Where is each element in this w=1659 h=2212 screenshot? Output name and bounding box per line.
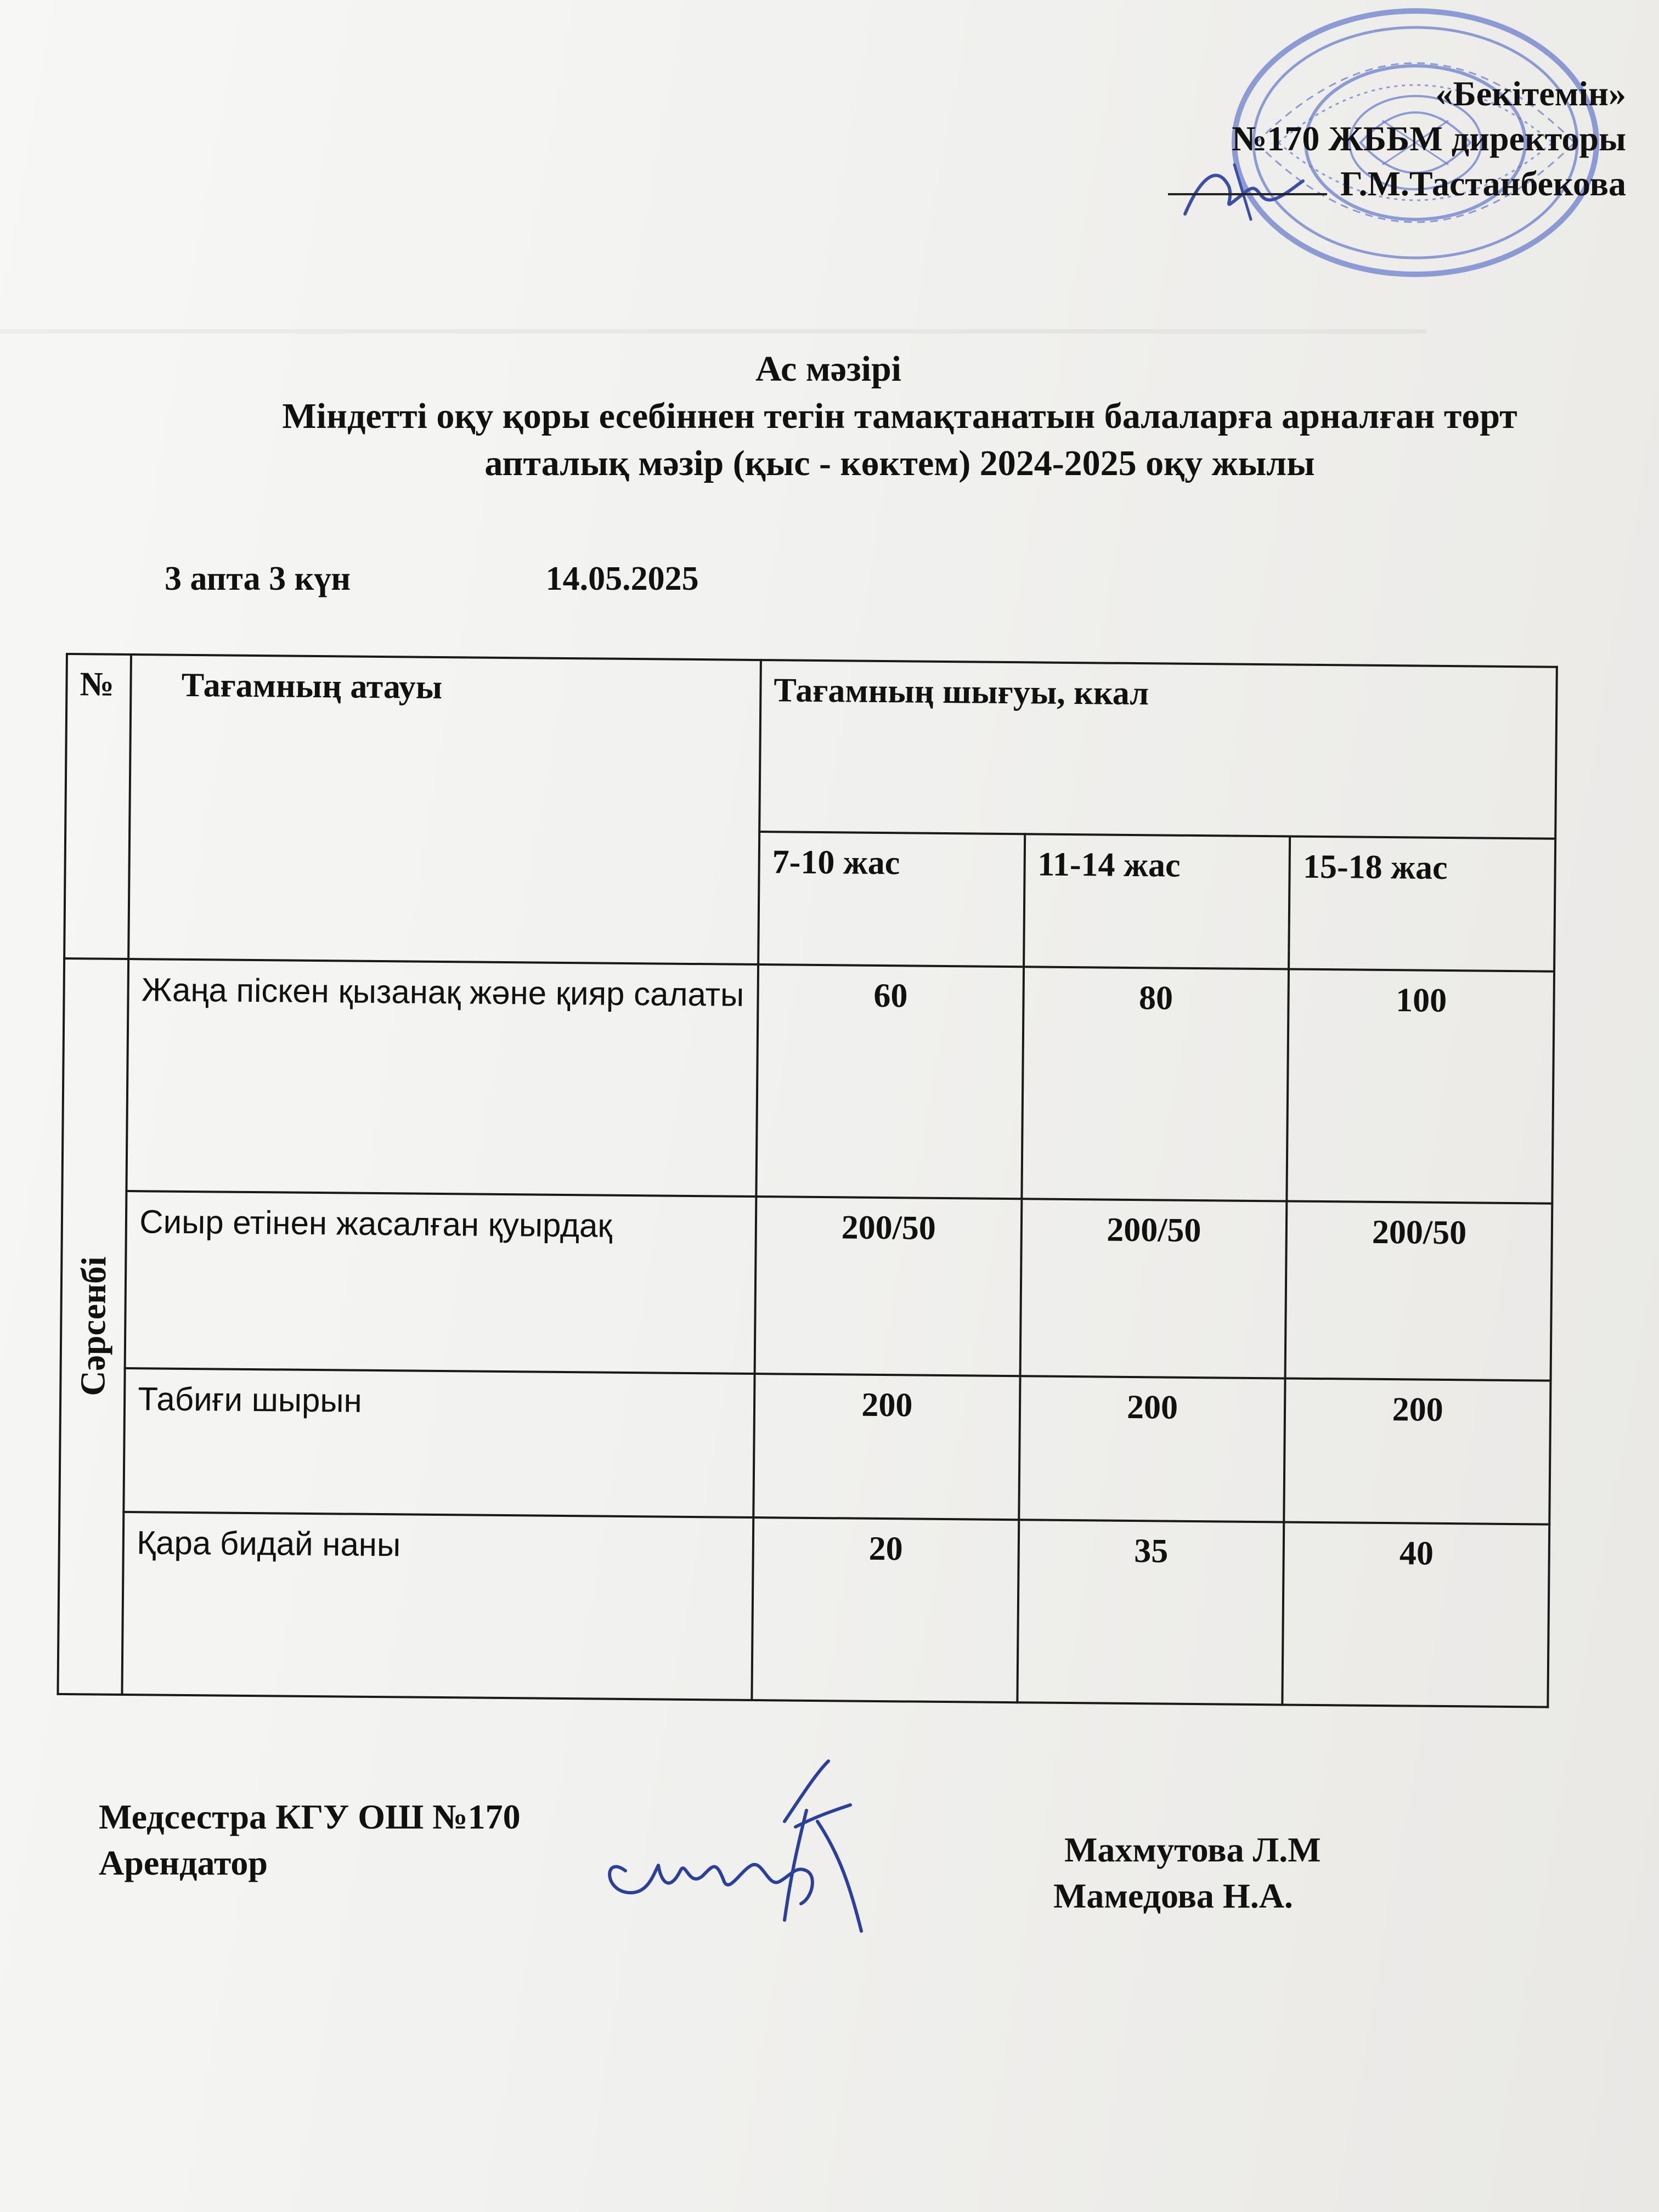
value-cell: 200 (1019, 1376, 1285, 1522)
value-cell: 20 (752, 1517, 1019, 1702)
title-line-3: апталық мәзір (қыс - көктем) 2024-2025 оқу жылы (484, 443, 1315, 483)
header-age-7-10: 7-10 жас (758, 832, 1025, 967)
dish-name: Қара бидай наны (122, 1512, 754, 1700)
value-cell: 40 (1283, 1522, 1550, 1707)
footer-left (99, 1794, 521, 1886)
footer-tenant-name: Мамедова Н.А. (1053, 1876, 1293, 1915)
title-line-2: Міндетті оқу қоры есебіннен тегін тамақтанатын балаларға арналған төрт (282, 396, 1517, 436)
value-cell: 200/50 (1285, 1201, 1552, 1381)
dish-name: Жаңа піскен қызанақ және қияр салаты (127, 959, 758, 1197)
nurse-signature-icon (587, 1756, 872, 1942)
value-cell: 200 (1284, 1378, 1551, 1524)
day-label: Сәрсенбі (72, 1256, 114, 1397)
footer-tenant-label: Арендатор (99, 1843, 268, 1882)
table-row (61, 1190, 1553, 1380)
header-age-11-14: 11-14 жас (1024, 834, 1290, 969)
value-cell: 80 (1022, 967, 1289, 1201)
value-cell: 35 (1017, 1520, 1284, 1705)
table-row (59, 1368, 1550, 1525)
approval-line-1: «Бекітемін» (1435, 74, 1626, 113)
document-title (165, 346, 1635, 487)
value-cell: 60 (756, 964, 1023, 1199)
approval-line-2: №170 ЖББМ директоры (1232, 119, 1626, 158)
dish-name: Табиғи шырын (124, 1368, 755, 1517)
header-number: № (64, 654, 131, 959)
date-row (165, 560, 699, 599)
menu-date: 14.05.2025 (545, 560, 699, 597)
approval-block (1168, 71, 1626, 206)
value-cell: 100 (1287, 969, 1554, 1204)
footer-nurse-name: Махмутова Л.М (1064, 1830, 1321, 1869)
header-age-15-18: 15-18 жас (1289, 836, 1555, 971)
table-row (62, 958, 1554, 1204)
table-row (58, 1511, 1549, 1707)
footer-nurse-label: Медсестра КГУ ОШ №170 (99, 1797, 521, 1836)
signature-underline (1168, 193, 1327, 195)
day-cell (58, 958, 128, 1695)
menu-table (57, 653, 1558, 1708)
week-day-label: 3 апта 3 күн (165, 560, 351, 597)
approval-line-3 (1168, 161, 1626, 206)
value-cell: 200/50 (755, 1197, 1022, 1376)
dish-name: Сиыр етінен жасалған қуырдақ (125, 1191, 756, 1374)
footer-right (1053, 1827, 1321, 1919)
value-cell: 200/50 (1020, 1199, 1286, 1378)
bleed-through-shadow (0, 329, 1426, 334)
header-output: Тағамның шығуы, ккал (759, 660, 1557, 838)
value-cell: 200 (753, 1374, 1020, 1520)
header-dish-name: Тағамның атауы (128, 654, 760, 964)
director-name: Г.М.Тастанбекова (1340, 164, 1626, 203)
title-line-1: Ас мәзірі (755, 349, 901, 389)
table-header-row (65, 654, 1557, 838)
